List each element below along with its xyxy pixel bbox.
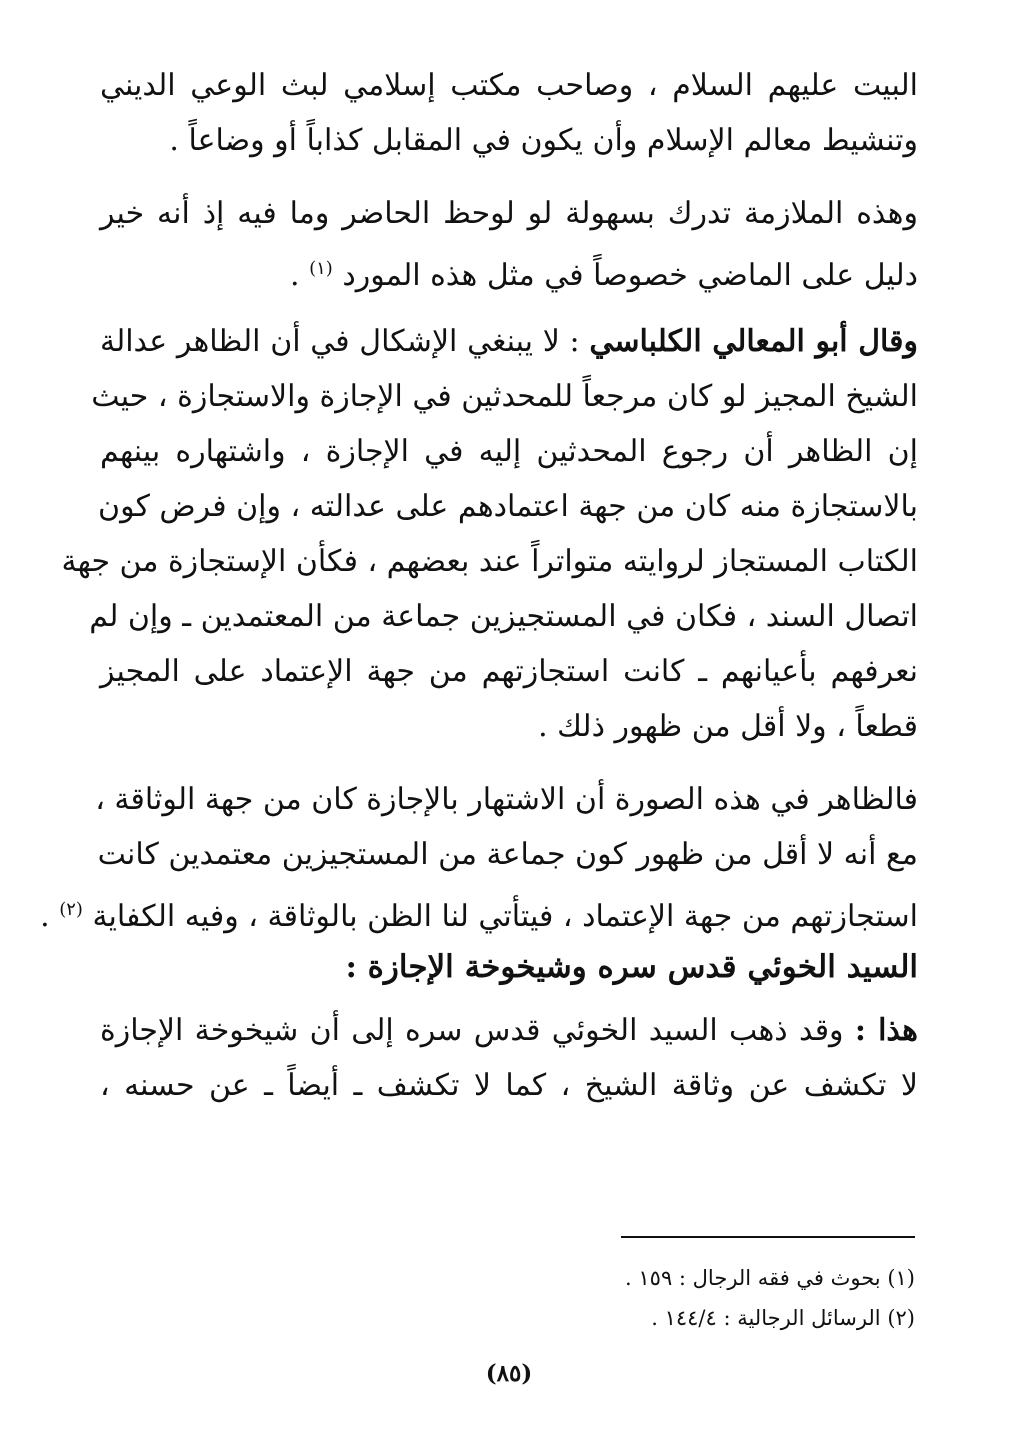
footnote-2: (٢) الرسائل الرجالية : ١٤٤/٤ . xyxy=(651,1306,915,1330)
sentence-end: . xyxy=(40,899,50,934)
footnote-ref-1[interactable]: (١) xyxy=(309,258,333,279)
paragraph-line: قطعاً ، ولا أقل من ظهور ذلك . xyxy=(538,709,918,744)
paragraph-line: الكتاب المستجاز لروايته متواتراً عند بعضهم ، فكأن الإستجازة من جهة xyxy=(61,544,918,579)
page-number: (٨٥) xyxy=(485,1360,533,1387)
paragraph-text: دليل على الماضي خصوصاً في مثل هذه المورد xyxy=(342,258,918,293)
section-heading: السيد الخوئي قدس سره وشيخوخة الإجازة : xyxy=(345,949,918,985)
footnote-divider xyxy=(621,1236,915,1238)
paragraph-line: نعرفهم بأعيانهم ـ كانت استجازتهم من جهة الإعتماد على المجيز xyxy=(100,654,918,689)
paragraph-line: اتصال السند ، فكان في المستجيزين جماعة من المعتمدين ـ وإن لم xyxy=(89,599,918,634)
main-text xyxy=(40,58,919,1113)
paragraph-line: البيت عليهم السلام ، وصاحب مكتب إسلامي لبث الوعي الديني xyxy=(100,68,918,103)
paragraph-line: وهذه الملازمة تدرك بسهولة لو لوحظ الحاضر وما فيه إذ أنه خير xyxy=(100,196,918,231)
paragraph-line-with-ref xyxy=(40,882,918,937)
paragraph-text: وقد ذهب السيد الخوئي قدس سره إلى أن شيخوخة الإجازة xyxy=(100,1013,844,1048)
paragraph-line: لا تكشف عن وثاقة الشيخ ، كما لا تكشف ـ أيضاً ـ عن حسنه ، xyxy=(100,1068,918,1103)
paragraph-line xyxy=(100,1003,918,1058)
quoted-author: وقال أبو المعالي الكلباسي xyxy=(589,324,918,359)
paragraph-1 xyxy=(100,58,918,168)
paragraph-line: إن الظاهر أن رجوع المحدثين إليه في الإجازة ، واشتهاره بينهم xyxy=(100,434,918,469)
footnote-ref-2[interactable]: (٢) xyxy=(59,899,83,920)
paragraph-line: بالاستجازة منه كان من جهة اعتمادهم على عدالته ، وإن فرض كون xyxy=(98,489,918,524)
paragraph-5 xyxy=(100,1003,918,1113)
paragraph-text: استجازتهم من جهة الإعتماد ، فيتأتي لنا الظن بالوثاقة ، وفيه الكفاية xyxy=(92,899,918,934)
paragraph-4 xyxy=(40,772,918,937)
paragraph-line-with-ref xyxy=(100,241,918,296)
footnotes xyxy=(415,1258,915,1338)
paragraph-line: مع أنه لا أقل من ظهور كون جماعة من المستجيزين معتمدين كانت xyxy=(97,837,918,872)
footnote-1: (١) بحوث في فقه الرجال : ١٥٩ . xyxy=(625,1266,915,1290)
paragraph-text: : لا يبنغي الإشكال في أن الظاهر عدالة xyxy=(100,324,580,359)
paragraph-3 xyxy=(61,314,918,754)
paragraph-line: فالظاهر في هذه الصورة أن الاشتهار بالإجازة كان من جهة الوثاقة ، xyxy=(95,782,918,817)
paragraph-2 xyxy=(100,186,918,296)
paragraph-line: الشيخ المجيز لو كان مرجعاً للمحدثين في الإجازة والاستجازة ، حيث xyxy=(91,379,918,414)
paragraph-line xyxy=(100,314,918,369)
sentence-end: . xyxy=(290,258,300,293)
paragraph-line: وتنشيط معالم الإسلام وأن يكون في المقابل كذاباً أو وضاعاً . xyxy=(169,123,918,158)
lead-word: هذا : xyxy=(854,1013,919,1048)
